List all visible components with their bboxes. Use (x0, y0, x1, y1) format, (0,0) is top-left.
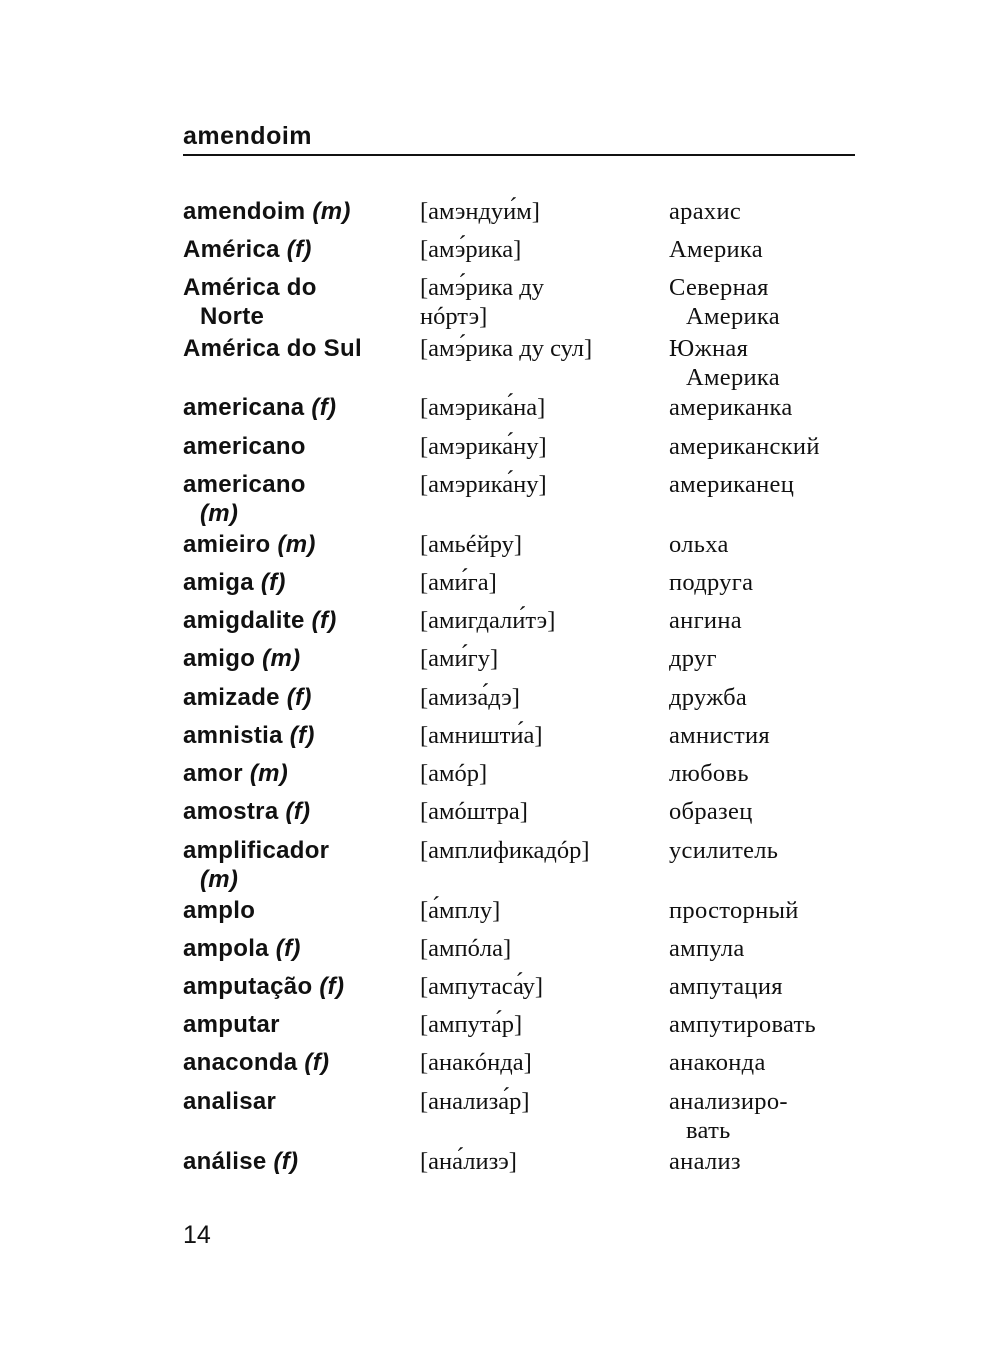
entry-pronunciation (420, 568, 660, 597)
term-word: amplo (183, 897, 256, 924)
entry-translation (669, 530, 869, 559)
term-gender: (f) (311, 607, 337, 634)
entry-pronunciation (420, 334, 660, 363)
entry-translation (669, 1147, 869, 1176)
term-word: América do Sul (183, 335, 362, 362)
term-gender: (f) (286, 684, 312, 711)
pronunciation-text: [амьéйру] (420, 531, 523, 558)
entry-translation (669, 1010, 869, 1039)
entry-translation (669, 683, 869, 712)
pronunciation-text: [амэрика́на] (420, 394, 546, 421)
pronunciation-text: [амэ́рика] (420, 236, 522, 263)
term-gender: (m) (312, 198, 351, 225)
entry-pronunciation (420, 836, 660, 865)
entry-pronunciation (420, 759, 660, 788)
pronunciation-text: [анакóнда] (420, 1049, 532, 1076)
translation-text: американка (669, 394, 793, 421)
term-word: analisar (183, 1088, 277, 1115)
pronunciation-text: [амэ́рика ду сул] (420, 335, 593, 362)
translation-text: арахис (669, 198, 742, 225)
entry-term (183, 197, 413, 226)
term-word: ampola (183, 935, 269, 962)
entry-translation (669, 197, 869, 226)
entry-term (183, 606, 413, 635)
entry-term (183, 797, 413, 826)
entry-term (183, 530, 413, 559)
entry-term (183, 721, 413, 750)
entry-translation (669, 273, 869, 331)
term-gender: (m) (262, 645, 301, 672)
term-word: amigdalite (183, 607, 305, 634)
term-gender: (f) (311, 394, 337, 421)
term-gender: (m) (200, 866, 239, 893)
entry-pronunciation (420, 197, 660, 226)
entry-translation (669, 1087, 869, 1145)
entry-term (183, 432, 413, 461)
entry-term (183, 393, 413, 422)
translation-text: Америка (669, 236, 763, 263)
translation-text: анализиро- (669, 1088, 788, 1115)
pronunciation-text: [амэ́рика ду (420, 274, 544, 301)
entry-term (183, 896, 413, 925)
pronunciation-text: [амэрика́ну] (420, 471, 547, 498)
entry-pronunciation (420, 972, 660, 1001)
page-number: 14 (183, 1221, 211, 1249)
term-word: amplificador (183, 837, 330, 864)
term-gender: (f) (304, 1049, 330, 1076)
entry-term (183, 759, 413, 788)
term-word: amieiro (183, 531, 271, 558)
translation-text: ангина (669, 607, 742, 634)
entry-translation (669, 235, 869, 264)
entry-term (183, 273, 413, 331)
term-gender: (f) (319, 973, 345, 1000)
translation-text: Северная (669, 274, 769, 301)
entry-translation (669, 797, 869, 826)
term-word: amigo (183, 645, 256, 672)
entry-translation (669, 721, 869, 750)
entry-translation (669, 606, 869, 635)
term-gender: (m) (200, 500, 239, 527)
entry-term (183, 836, 413, 894)
translation-text: анализ (669, 1148, 741, 1175)
term-gender: (f) (275, 935, 301, 962)
pronunciation-text: [амигдали́тэ] (420, 607, 556, 634)
term-word: amnistia (183, 722, 283, 749)
entry-pronunciation (420, 1147, 660, 1176)
term-word: análise (183, 1148, 267, 1175)
term-gender: (f) (273, 1148, 299, 1175)
term-continuation: Norte (200, 303, 265, 330)
header-rule (183, 154, 855, 156)
term-word: americano (183, 433, 306, 460)
translation-text: ольха (669, 531, 729, 558)
pronunciation-text: [амплификадóр] (420, 837, 590, 864)
translation-text: Южная (669, 335, 749, 362)
translation-text: образец (669, 798, 753, 825)
pronunciation-text: [ами́га] (420, 569, 497, 596)
pronunciation-text: [ами́гу] (420, 645, 499, 672)
term-gender: (f) (286, 236, 312, 263)
translation-text: ампутация (669, 973, 783, 1000)
entry-translation (669, 334, 869, 392)
entry-pronunciation (420, 1048, 660, 1077)
term-gender: (m) (277, 531, 316, 558)
term-word: América (183, 236, 280, 263)
entry-term (183, 683, 413, 712)
translation-text: усилитель (669, 837, 779, 864)
entry-pronunciation (420, 644, 660, 673)
entry-pronunciation (420, 1087, 660, 1116)
term-word: anaconda (183, 1049, 298, 1076)
entry-pronunciation (420, 797, 660, 826)
entry-pronunciation (420, 721, 660, 750)
entry-pronunciation (420, 432, 660, 461)
entry-pronunciation (420, 530, 660, 559)
entry-translation (669, 432, 869, 461)
pronunciation-text: [а́мплу] (420, 897, 501, 924)
translation-text: американец (669, 471, 795, 498)
pronunciation-text: [ампута́р] (420, 1011, 523, 1038)
entry-pronunciation (420, 273, 660, 331)
entry-translation (669, 836, 869, 865)
term-word: amputação (183, 973, 313, 1000)
pronunciation-continuation: нóртэ] (420, 303, 488, 330)
translation-text: подруга (669, 569, 754, 596)
translation-text: ампутировать (669, 1011, 817, 1038)
term-gender: (f) (260, 569, 286, 596)
entry-term (183, 644, 413, 673)
entry-term (183, 470, 413, 528)
term-word: americana (183, 394, 305, 421)
entry-term (183, 1147, 413, 1176)
entry-pronunciation (420, 896, 660, 925)
entry-translation (669, 934, 869, 963)
translation-text: анаконда (669, 1049, 766, 1076)
pronunciation-text: [амóр] (420, 760, 488, 787)
term-gender: (m) (249, 760, 289, 787)
pronunciation-text: [амэрика́ну] (420, 433, 547, 460)
entry-term (183, 235, 413, 264)
translation-text: амнистия (669, 722, 770, 749)
entry-pronunciation (420, 235, 660, 264)
entry-pronunciation (420, 393, 660, 422)
entry-term (183, 1087, 413, 1116)
entry-term (183, 1048, 413, 1077)
entry-translation (669, 470, 869, 499)
running-head: amendoim (183, 122, 313, 150)
translation-continuation: Америка (686, 364, 780, 391)
entry-term (183, 1010, 413, 1039)
entry-translation (669, 972, 869, 1001)
entry-translation (669, 896, 869, 925)
translation-text: ампула (669, 935, 745, 962)
term-word: amputar (183, 1011, 280, 1038)
pronunciation-text: [амништи́а] (420, 722, 543, 749)
term-word: americano (183, 471, 306, 498)
entry-pronunciation (420, 606, 660, 635)
entry-pronunciation (420, 934, 660, 963)
pronunciation-text: [анализа́р] (420, 1088, 530, 1115)
entry-translation (669, 393, 869, 422)
translation-text: дружба (669, 684, 748, 711)
entry-term (183, 934, 413, 963)
entry-term (183, 972, 413, 1001)
entry-translation (669, 644, 869, 673)
entry-translation (669, 759, 869, 788)
translation-text: просторный (669, 897, 799, 924)
translation-continuation: вать (686, 1117, 731, 1144)
term-word: América do (183, 274, 317, 301)
translation-text: любовь (669, 760, 749, 787)
term-word: amostra (183, 798, 279, 825)
translation-text: американский (669, 433, 820, 460)
pronunciation-text: [амиза́дэ] (420, 684, 520, 711)
pronunciation-text: [ампутаса́у] (420, 973, 543, 1000)
term-gender: (f) (285, 798, 311, 825)
term-gender: (f) (289, 722, 315, 749)
entry-pronunciation (420, 1010, 660, 1039)
pronunciation-text: [амóштра] (420, 798, 528, 825)
pronunciation-text: [ана́лизэ] (420, 1148, 517, 1175)
translation-text: друг (669, 645, 717, 672)
entry-translation (669, 568, 869, 597)
entry-term (183, 334, 413, 363)
entry-pronunciation (420, 683, 660, 712)
term-word: amizade (183, 684, 280, 711)
entry-translation (669, 1048, 869, 1077)
entry-term (183, 568, 413, 597)
term-word: amiga (183, 569, 254, 596)
pronunciation-text: [ампóла] (420, 935, 512, 962)
term-word: amor (183, 760, 243, 787)
entry-pronunciation (420, 470, 660, 499)
translation-continuation: Америка (686, 303, 780, 330)
pronunciation-text: [амэндуи́м] (420, 198, 540, 225)
term-word: amendoim (183, 198, 306, 225)
